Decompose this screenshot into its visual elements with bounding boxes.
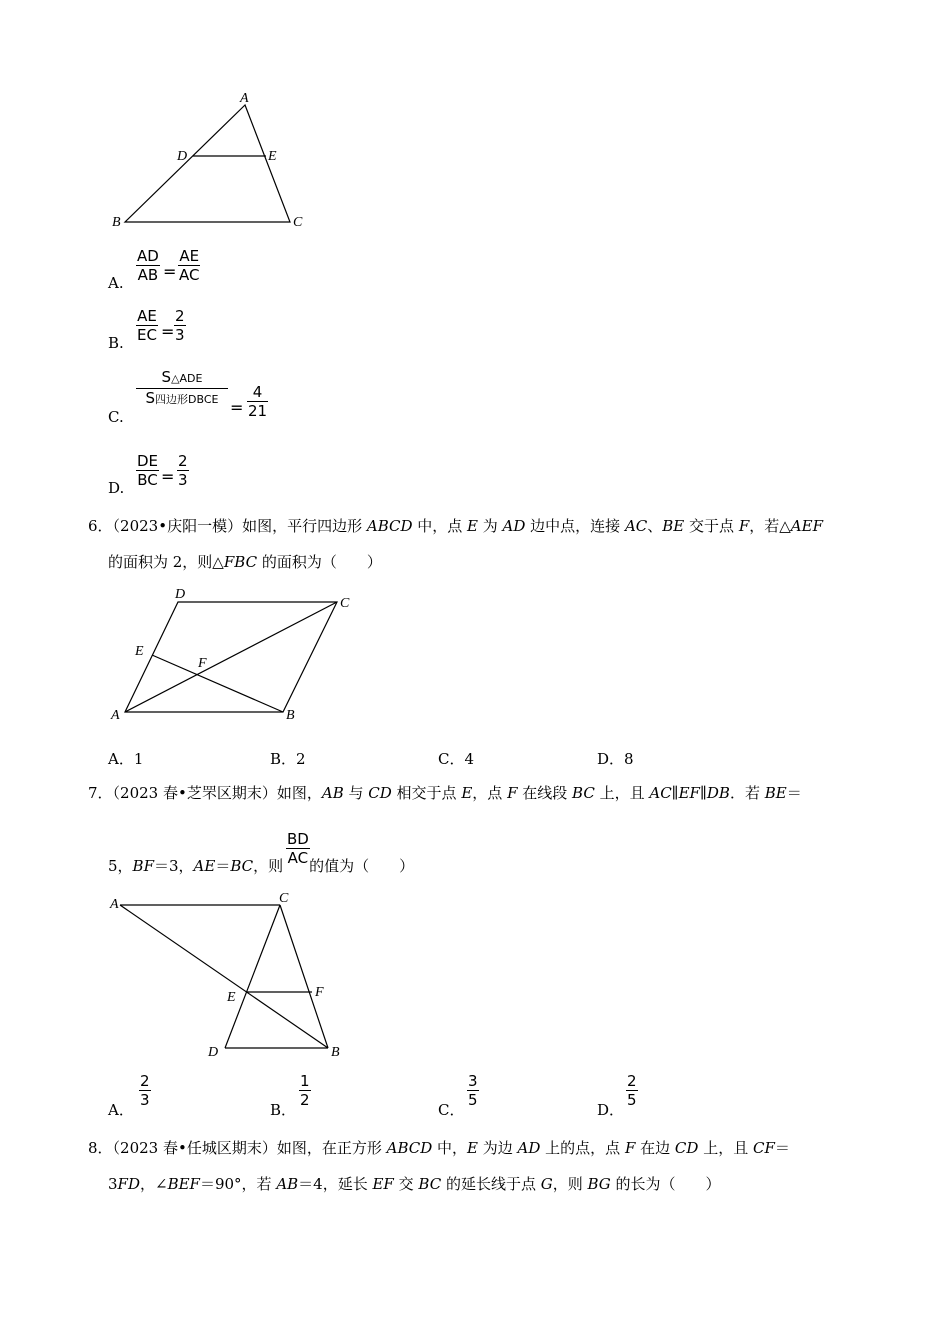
option-c-frac-right bbox=[247, 383, 268, 420]
frac-num: AE bbox=[137, 307, 157, 325]
q6-option-b[interactable]: B．2 bbox=[270, 750, 306, 768]
fig1-label-e: E bbox=[268, 149, 277, 164]
option-b-frac-right bbox=[174, 307, 186, 344]
q7-option-c[interactable]: C． bbox=[438, 1101, 465, 1119]
q6-option-c[interactable]: C．4 bbox=[438, 750, 475, 768]
q6-line2: 的面积为 2，则△FBC 的面积为（ ） bbox=[108, 553, 382, 571]
q7-line2: 5，BF＝3，AE＝BC，则 的值为（ ） bbox=[108, 857, 415, 875]
fig1-label-c: C bbox=[293, 215, 303, 230]
fig2-label-d: D bbox=[175, 587, 186, 602]
fig1-label-d: D bbox=[177, 149, 188, 164]
fig1-label-a: A bbox=[240, 91, 249, 106]
frac-num: BD bbox=[287, 830, 309, 848]
fig3-label-e: E bbox=[227, 990, 236, 1005]
fig3-label-d: D bbox=[208, 1045, 219, 1060]
frac-den: BC bbox=[137, 471, 158, 489]
q7-option-c-frac: 3 5 bbox=[468, 1072, 478, 1109]
option-a-label[interactable]: A. bbox=[108, 274, 124, 292]
figure-triangle-ade bbox=[100, 85, 320, 235]
fig2-label-f: F bbox=[198, 656, 207, 671]
q7-option-d-frac: 2 5 bbox=[627, 1072, 637, 1109]
fig2-label-a: A bbox=[111, 708, 120, 723]
q8-line2: 3FD，∠BEF＝90°，若 AB＝4，延长 EF 交 BC 的延长线于点 G，则 BG 的长为（ ） bbox=[108, 1175, 721, 1193]
q7-option-b-frac: 1 2 bbox=[300, 1072, 310, 1109]
frac-den: 3 bbox=[175, 326, 185, 344]
equals-sign: = bbox=[230, 398, 244, 417]
frac-num: AE bbox=[179, 247, 200, 265]
q7-line1: 7．（2023 春•芝罘区期末）如图，AB 与 CD 相交于点 E，点 F 在线段 BC 上，且 AC∥EF∥DB．若 BE＝ bbox=[88, 784, 802, 802]
frac-num: 2 bbox=[178, 452, 188, 470]
q6-line1: 6．（2023•庆阳一模）如图，平行四边形 ABCD 中，点 E 为 AD 边中点，连接 AC、BE 交于点 F，若△AEF bbox=[88, 517, 823, 535]
frac-den: S四边形DBCE bbox=[145, 389, 219, 407]
option-d-frac-left bbox=[136, 452, 159, 489]
q7-option-a[interactable]: A． bbox=[108, 1101, 134, 1119]
option-a-frac-left bbox=[136, 247, 160, 284]
frac-den: AC bbox=[179, 266, 200, 284]
frac-den: AB bbox=[137, 266, 159, 284]
equals-sign: = bbox=[161, 467, 175, 486]
frac-den: 3 bbox=[178, 471, 188, 489]
frac-den: EC bbox=[137, 326, 157, 344]
option-a-frac-right bbox=[178, 247, 200, 284]
option-c-label[interactable]: C. bbox=[108, 408, 124, 426]
frac-num: 2 bbox=[175, 307, 185, 325]
q6-option-a[interactable]: A．1 bbox=[108, 750, 144, 768]
fig3-label-c: C bbox=[279, 891, 289, 906]
option-d-label[interactable]: D. bbox=[108, 479, 125, 497]
frac-num: DE bbox=[137, 452, 159, 470]
q7-option-a-frac: 2 3 bbox=[140, 1072, 150, 1109]
frac-num: AD bbox=[137, 247, 159, 265]
figure-parallelogram bbox=[105, 582, 365, 727]
option-b-label[interactable]: B. bbox=[108, 334, 124, 352]
option-c-frac-left bbox=[136, 368, 228, 409]
figure-crossed-lines bbox=[105, 888, 355, 1063]
q8-line1: 8．（2023 春•任城区期末）如图，在正方形 ABCD 中，E 为边 AD 上的点，点 F 在边 CD 上，且 CF＝ bbox=[88, 1139, 790, 1157]
fig3-label-a: A bbox=[110, 897, 119, 912]
fig3-label-f: F bbox=[315, 985, 324, 1000]
q7-option-d[interactable]: D． bbox=[597, 1101, 625, 1119]
fig3-label-b: B bbox=[331, 1045, 340, 1060]
fig2-label-b: B bbox=[286, 708, 295, 723]
equals-sign: = bbox=[161, 322, 175, 341]
fig1-label-b: B bbox=[112, 215, 121, 230]
q6-option-d[interactable]: D．8 bbox=[597, 750, 634, 768]
frac-den: AC bbox=[287, 849, 309, 867]
option-b-frac-left bbox=[136, 307, 158, 344]
fig2-label-c: C bbox=[340, 596, 350, 611]
option-d-frac-right bbox=[177, 452, 189, 489]
q7-option-b[interactable]: B． bbox=[270, 1101, 297, 1119]
frac-num: S△ADE bbox=[161, 368, 203, 386]
fig2-label-e: E bbox=[135, 644, 144, 659]
equals-sign: = bbox=[163, 262, 177, 281]
frac-num: 4 bbox=[252, 383, 263, 401]
frac-den: 21 bbox=[248, 402, 268, 420]
q7-fraction-bd-ac bbox=[286, 830, 310, 867]
